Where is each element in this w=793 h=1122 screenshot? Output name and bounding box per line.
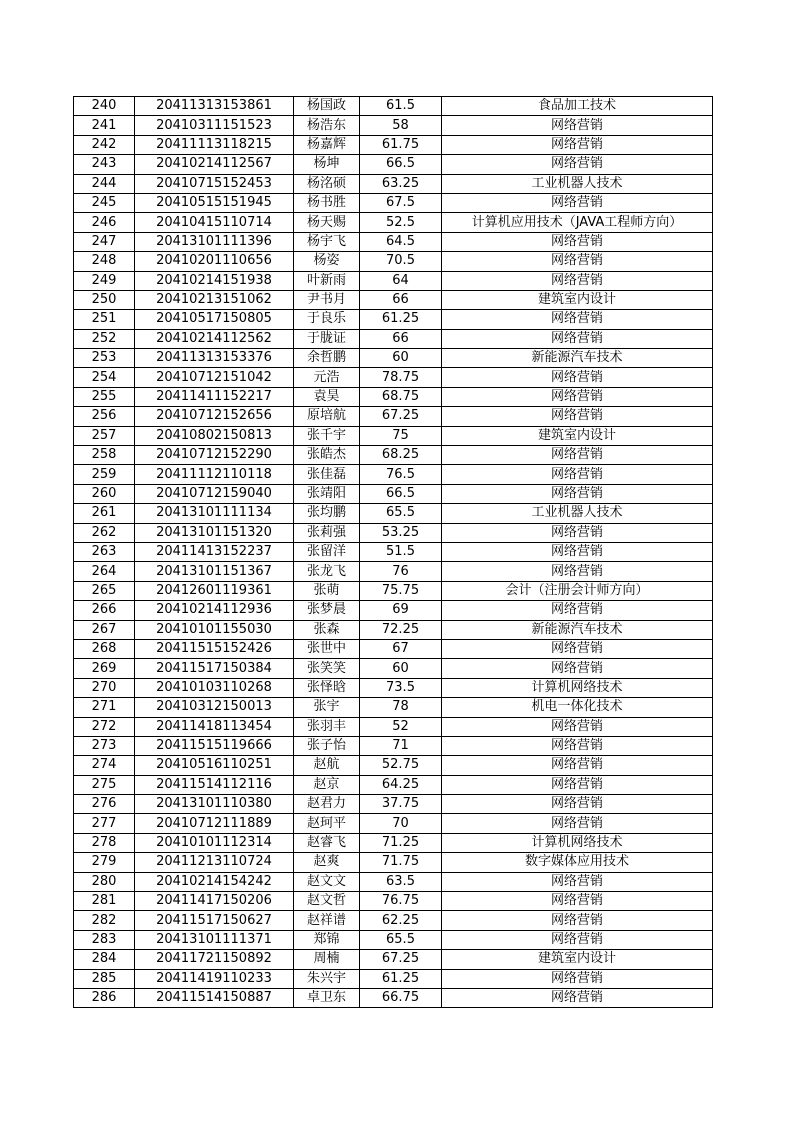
student-name-cell: 原培航 <box>294 407 360 426</box>
table-row <box>74 698 713 717</box>
student-id-cell: 20411413152237 <box>135 542 294 561</box>
major-cell: 网络营销 <box>442 232 713 251</box>
score-cell: 71 <box>360 736 442 755</box>
student-id-cell: 20410312150013 <box>135 698 294 717</box>
row-number-cell: 270 <box>74 678 135 697</box>
student-name-cell: 杨嘉辉 <box>294 135 360 154</box>
score-cell: 67.25 <box>360 950 442 969</box>
student-id-cell: 20410311151523 <box>135 116 294 135</box>
score-cell: 61.5 <box>360 97 442 116</box>
row-number-cell: 279 <box>74 853 135 872</box>
score-cell: 76.75 <box>360 892 442 911</box>
student-id-cell: 20410101155030 <box>135 620 294 639</box>
major-cell: 网络营销 <box>442 775 713 794</box>
student-name-cell: 张萌 <box>294 581 360 600</box>
student-name-cell: 张笑笑 <box>294 659 360 678</box>
student-name-cell: 赵祥谱 <box>294 911 360 930</box>
score-cell: 51.5 <box>360 542 442 561</box>
score-table <box>73 96 713 1008</box>
score-cell: 68.25 <box>360 446 442 465</box>
table-row <box>74 368 713 387</box>
table-row <box>74 892 713 911</box>
student-id-cell: 20411313153861 <box>135 97 294 116</box>
row-number-cell: 277 <box>74 814 135 833</box>
table-row <box>74 155 713 174</box>
score-cell: 52.75 <box>360 756 442 775</box>
row-number-cell: 255 <box>74 387 135 406</box>
score-cell: 67 <box>360 639 442 658</box>
score-cell: 67.25 <box>360 407 442 426</box>
table-row <box>74 135 713 154</box>
student-name-cell: 赵睿飞 <box>294 833 360 852</box>
row-number-cell: 256 <box>74 407 135 426</box>
score-cell: 37.75 <box>360 795 442 814</box>
major-cell: 网络营销 <box>442 368 713 387</box>
major-cell: 网络营销 <box>442 814 713 833</box>
major-cell: 网络营销 <box>442 736 713 755</box>
major-cell: 网络营销 <box>442 717 713 736</box>
score-cell: 75.75 <box>360 581 442 600</box>
major-cell: 网络营销 <box>442 116 713 135</box>
row-number-cell: 249 <box>74 271 135 290</box>
student-name-cell: 赵文哲 <box>294 892 360 911</box>
student-id-cell: 20411514150887 <box>135 988 294 1007</box>
student-name-cell: 张佳磊 <box>294 465 360 484</box>
table-row <box>74 484 713 503</box>
table-row <box>74 833 713 852</box>
student-name-cell: 赵珂平 <box>294 814 360 833</box>
student-id-cell: 20410213151062 <box>135 290 294 309</box>
score-cell: 66.75 <box>360 988 442 1007</box>
major-cell: 建筑室内设计 <box>442 290 713 309</box>
row-number-cell: 263 <box>74 542 135 561</box>
score-cell: 66.5 <box>360 155 442 174</box>
student-id-cell: 20413101151367 <box>135 562 294 581</box>
row-number-cell: 271 <box>74 698 135 717</box>
student-id-cell: 20410103110268 <box>135 678 294 697</box>
table-row <box>74 911 713 930</box>
student-name-cell: 张莉强 <box>294 523 360 542</box>
student-name-cell: 张皓杰 <box>294 446 360 465</box>
table-row <box>74 601 713 620</box>
row-number-cell: 276 <box>74 795 135 814</box>
score-cell: 78.75 <box>360 368 442 387</box>
row-number-cell: 283 <box>74 930 135 949</box>
student-name-cell: 杨浩东 <box>294 116 360 135</box>
table-row <box>74 542 713 561</box>
major-cell: 会计（注册会计师方向） <box>442 581 713 600</box>
table-row <box>74 174 713 193</box>
table-row <box>74 795 713 814</box>
student-id-cell: 20413101111371 <box>135 930 294 949</box>
major-cell: 计算机网络技术 <box>442 678 713 697</box>
score-cell: 61.25 <box>360 969 442 988</box>
major-cell: 网络营销 <box>442 329 713 348</box>
major-cell: 网络营销 <box>442 872 713 891</box>
table-row <box>74 639 713 658</box>
student-id-cell: 20411411152217 <box>135 387 294 406</box>
major-cell: 食品加工技术 <box>442 97 713 116</box>
score-cell: 53.25 <box>360 523 442 542</box>
student-name-cell: 张龙飞 <box>294 562 360 581</box>
major-cell: 工业机器人技术 <box>442 174 713 193</box>
major-cell: 网络营销 <box>442 969 713 988</box>
row-number-cell: 273 <box>74 736 135 755</box>
row-number-cell: 240 <box>74 97 135 116</box>
major-cell: 网络营销 <box>442 387 713 406</box>
major-cell: 网络营销 <box>442 523 713 542</box>
major-cell: 网络营销 <box>442 988 713 1007</box>
student-id-cell: 20410715152453 <box>135 174 294 193</box>
score-cell: 65.5 <box>360 504 442 523</box>
row-number-cell: 245 <box>74 193 135 212</box>
major-cell: 网络营销 <box>442 892 713 911</box>
student-id-cell: 20410415110714 <box>135 213 294 232</box>
score-cell: 64 <box>360 271 442 290</box>
score-cell: 64.5 <box>360 232 442 251</box>
major-cell: 网络营销 <box>442 310 713 329</box>
student-id-cell: 20410712152656 <box>135 407 294 426</box>
major-cell: 网络营销 <box>442 271 713 290</box>
row-number-cell: 242 <box>74 135 135 154</box>
student-name-cell: 张梦晨 <box>294 601 360 620</box>
table-row <box>74 407 713 426</box>
student-name-cell: 赵航 <box>294 756 360 775</box>
table-row <box>74 116 713 135</box>
student-id-cell: 20411112110118 <box>135 465 294 484</box>
student-id-cell: 20411417150206 <box>135 892 294 911</box>
student-name-cell: 杨姿 <box>294 252 360 271</box>
table-row <box>74 97 713 116</box>
table-row <box>74 465 713 484</box>
score-cell: 72.25 <box>360 620 442 639</box>
student-id-cell: 20410517150805 <box>135 310 294 329</box>
student-name-cell: 赵君力 <box>294 795 360 814</box>
score-cell: 73.5 <box>360 678 442 697</box>
row-number-cell: 261 <box>74 504 135 523</box>
table-row <box>74 969 713 988</box>
student-name-cell: 卓卫东 <box>294 988 360 1007</box>
student-id-cell: 20410712159040 <box>135 484 294 503</box>
score-cell: 60 <box>360 349 442 368</box>
score-cell: 52 <box>360 717 442 736</box>
row-number-cell: 269 <box>74 659 135 678</box>
student-name-cell: 杨洺硕 <box>294 174 360 193</box>
score-cell: 65.5 <box>360 930 442 949</box>
row-number-cell: 262 <box>74 523 135 542</box>
row-number-cell: 286 <box>74 988 135 1007</box>
table-row <box>74 446 713 465</box>
student-name-cell: 赵爽 <box>294 853 360 872</box>
row-number-cell: 284 <box>74 950 135 969</box>
table-row <box>74 620 713 639</box>
student-id-cell: 20411419110233 <box>135 969 294 988</box>
student-id-cell: 20413101111134 <box>135 504 294 523</box>
major-cell: 网络营销 <box>442 446 713 465</box>
student-id-cell: 20410712151042 <box>135 368 294 387</box>
row-number-cell: 285 <box>74 969 135 988</box>
row-number-cell: 281 <box>74 892 135 911</box>
student-name-cell: 赵京 <box>294 775 360 794</box>
major-cell: 机电一体化技术 <box>442 698 713 717</box>
row-number-cell: 241 <box>74 116 135 135</box>
major-cell: 网络营销 <box>442 639 713 658</box>
major-cell: 网络营销 <box>442 135 713 154</box>
table-row <box>74 736 713 755</box>
student-id-cell: 20411313153376 <box>135 349 294 368</box>
row-number-cell: 254 <box>74 368 135 387</box>
student-name-cell: 袁昊 <box>294 387 360 406</box>
score-cell: 61.75 <box>360 135 442 154</box>
student-id-cell: 20410214154242 <box>135 872 294 891</box>
score-cell: 71.75 <box>360 853 442 872</box>
score-cell: 60 <box>360 659 442 678</box>
student-name-cell: 张子怡 <box>294 736 360 755</box>
student-id-cell: 20410201110656 <box>135 252 294 271</box>
score-cell: 67.5 <box>360 193 442 212</box>
major-cell: 网络营销 <box>442 756 713 775</box>
student-name-cell: 周楠 <box>294 950 360 969</box>
score-cell: 61.25 <box>360 310 442 329</box>
score-table-body <box>74 97 713 1008</box>
student-id-cell: 20413101151320 <box>135 523 294 542</box>
student-name-cell: 杨天赐 <box>294 213 360 232</box>
score-cell: 76.5 <box>360 465 442 484</box>
row-number-cell: 244 <box>74 174 135 193</box>
student-id-cell: 20411721150892 <box>135 950 294 969</box>
major-cell: 建筑室内设计 <box>442 950 713 969</box>
table-row <box>74 853 713 872</box>
major-cell: 网络营销 <box>442 193 713 212</box>
major-cell: 网络营销 <box>442 542 713 561</box>
score-cell: 66 <box>360 290 442 309</box>
table-row <box>74 950 713 969</box>
row-number-cell: 267 <box>74 620 135 639</box>
row-number-cell: 251 <box>74 310 135 329</box>
row-number-cell: 266 <box>74 601 135 620</box>
student-id-cell: 20411517150384 <box>135 659 294 678</box>
table-row <box>74 562 713 581</box>
score-cell: 52.5 <box>360 213 442 232</box>
student-name-cell: 张均鹏 <box>294 504 360 523</box>
student-id-cell: 20410712111889 <box>135 814 294 833</box>
student-id-cell: 20410214112567 <box>135 155 294 174</box>
major-cell: 网络营销 <box>442 252 713 271</box>
table-row <box>74 310 713 329</box>
student-name-cell: 朱兴宇 <box>294 969 360 988</box>
student-name-cell: 杨书胜 <box>294 193 360 212</box>
major-cell: 网络营销 <box>442 601 713 620</box>
score-cell: 76 <box>360 562 442 581</box>
major-cell: 网络营销 <box>442 659 713 678</box>
score-cell: 62.25 <box>360 911 442 930</box>
row-number-cell: 243 <box>74 155 135 174</box>
student-name-cell: 张世中 <box>294 639 360 658</box>
student-id-cell: 20410214112936 <box>135 601 294 620</box>
row-number-cell: 280 <box>74 872 135 891</box>
student-name-cell: 郑锦 <box>294 930 360 949</box>
student-id-cell: 20410515151945 <box>135 193 294 212</box>
student-id-cell: 20411517150627 <box>135 911 294 930</box>
student-id-cell: 20411418113454 <box>135 717 294 736</box>
table-row <box>74 504 713 523</box>
table-row <box>74 523 713 542</box>
table-row <box>74 872 713 891</box>
score-cell: 71.25 <box>360 833 442 852</box>
score-cell: 66.5 <box>360 484 442 503</box>
row-number-cell: 278 <box>74 833 135 852</box>
row-number-cell: 265 <box>74 581 135 600</box>
student-id-cell: 20411514112116 <box>135 775 294 794</box>
student-name-cell: 元浩 <box>294 368 360 387</box>
row-number-cell: 253 <box>74 349 135 368</box>
student-name-cell: 张羽丰 <box>294 717 360 736</box>
row-number-cell: 247 <box>74 232 135 251</box>
row-number-cell: 250 <box>74 290 135 309</box>
table-row <box>74 329 713 348</box>
row-number-cell: 260 <box>74 484 135 503</box>
table-row <box>74 193 713 212</box>
table-row <box>74 717 713 736</box>
student-name-cell: 于胧证 <box>294 329 360 348</box>
student-id-cell: 20412601119361 <box>135 581 294 600</box>
major-cell: 工业机器人技术 <box>442 504 713 523</box>
student-name-cell: 尹书月 <box>294 290 360 309</box>
row-number-cell: 259 <box>74 465 135 484</box>
student-id-cell: 20410214151938 <box>135 271 294 290</box>
table-row <box>74 814 713 833</box>
table-row <box>74 290 713 309</box>
score-cell: 70.5 <box>360 252 442 271</box>
major-cell: 网络营销 <box>442 407 713 426</box>
score-cell: 70 <box>360 814 442 833</box>
major-cell: 网络营销 <box>442 484 713 503</box>
student-id-cell: 20410214112562 <box>135 329 294 348</box>
student-name-cell: 杨宇飞 <box>294 232 360 251</box>
student-name-cell: 赵文文 <box>294 872 360 891</box>
table-row <box>74 232 713 251</box>
student-id-cell: 20411515119666 <box>135 736 294 755</box>
student-name-cell: 张千宇 <box>294 426 360 445</box>
student-name-cell: 余哲鹏 <box>294 349 360 368</box>
row-number-cell: 275 <box>74 775 135 794</box>
score-cell: 68.75 <box>360 387 442 406</box>
table-row <box>74 349 713 368</box>
table-row <box>74 387 713 406</box>
major-cell: 网络营销 <box>442 562 713 581</box>
row-number-cell: 274 <box>74 756 135 775</box>
table-row <box>74 775 713 794</box>
student-name-cell: 杨国政 <box>294 97 360 116</box>
student-name-cell: 杨坤 <box>294 155 360 174</box>
table-row <box>74 930 713 949</box>
table-row <box>74 213 713 232</box>
score-cell: 75 <box>360 426 442 445</box>
score-cell: 63.5 <box>360 872 442 891</box>
row-number-cell: 252 <box>74 329 135 348</box>
row-number-cell: 257 <box>74 426 135 445</box>
major-cell: 网络营销 <box>442 465 713 484</box>
row-number-cell: 268 <box>74 639 135 658</box>
major-cell: 网络营销 <box>442 795 713 814</box>
student-id-cell: 20410802150813 <box>135 426 294 445</box>
table-row <box>74 678 713 697</box>
row-number-cell: 264 <box>74 562 135 581</box>
major-cell: 新能源汽车技术 <box>442 620 713 639</box>
student-id-cell: 20410101112314 <box>135 833 294 852</box>
major-cell: 数字媒体应用技术 <box>442 853 713 872</box>
table-row <box>74 988 713 1007</box>
major-cell: 网络营销 <box>442 911 713 930</box>
table-row <box>74 252 713 271</box>
score-cell: 78 <box>360 698 442 717</box>
table-row <box>74 581 713 600</box>
student-id-cell: 20410712152290 <box>135 446 294 465</box>
student-id-cell: 20411113118215 <box>135 135 294 154</box>
major-cell: 计算机应用技术（JAVA工程师方向） <box>442 213 713 232</box>
table-row <box>74 659 713 678</box>
table-row <box>74 756 713 775</box>
student-name-cell: 张靖阳 <box>294 484 360 503</box>
student-name-cell: 张森 <box>294 620 360 639</box>
table-row <box>74 426 713 445</box>
row-number-cell: 258 <box>74 446 135 465</box>
student-id-cell: 20410516110251 <box>135 756 294 775</box>
major-cell: 网络营销 <box>442 155 713 174</box>
student-name-cell: 叶新雨 <box>294 271 360 290</box>
student-name-cell: 张宇 <box>294 698 360 717</box>
student-id-cell: 20413101110380 <box>135 795 294 814</box>
student-id-cell: 20411515152426 <box>135 639 294 658</box>
score-cell: 58 <box>360 116 442 135</box>
student-id-cell: 20413101111396 <box>135 232 294 251</box>
row-number-cell: 272 <box>74 717 135 736</box>
major-cell: 计算机网络技术 <box>442 833 713 852</box>
score-cell: 63.25 <box>360 174 442 193</box>
score-cell: 64.25 <box>360 775 442 794</box>
student-id-cell: 20411213110724 <box>135 853 294 872</box>
major-cell: 新能源汽车技术 <box>442 349 713 368</box>
score-cell: 69 <box>360 601 442 620</box>
student-name-cell: 张留洋 <box>294 542 360 561</box>
row-number-cell: 282 <box>74 911 135 930</box>
major-cell: 建筑室内设计 <box>442 426 713 445</box>
student-name-cell: 于良乐 <box>294 310 360 329</box>
row-number-cell: 248 <box>74 252 135 271</box>
student-name-cell: 张怿晗 <box>294 678 360 697</box>
row-number-cell: 246 <box>74 213 135 232</box>
table-row <box>74 271 713 290</box>
score-cell: 66 <box>360 329 442 348</box>
major-cell: 网络营销 <box>442 930 713 949</box>
